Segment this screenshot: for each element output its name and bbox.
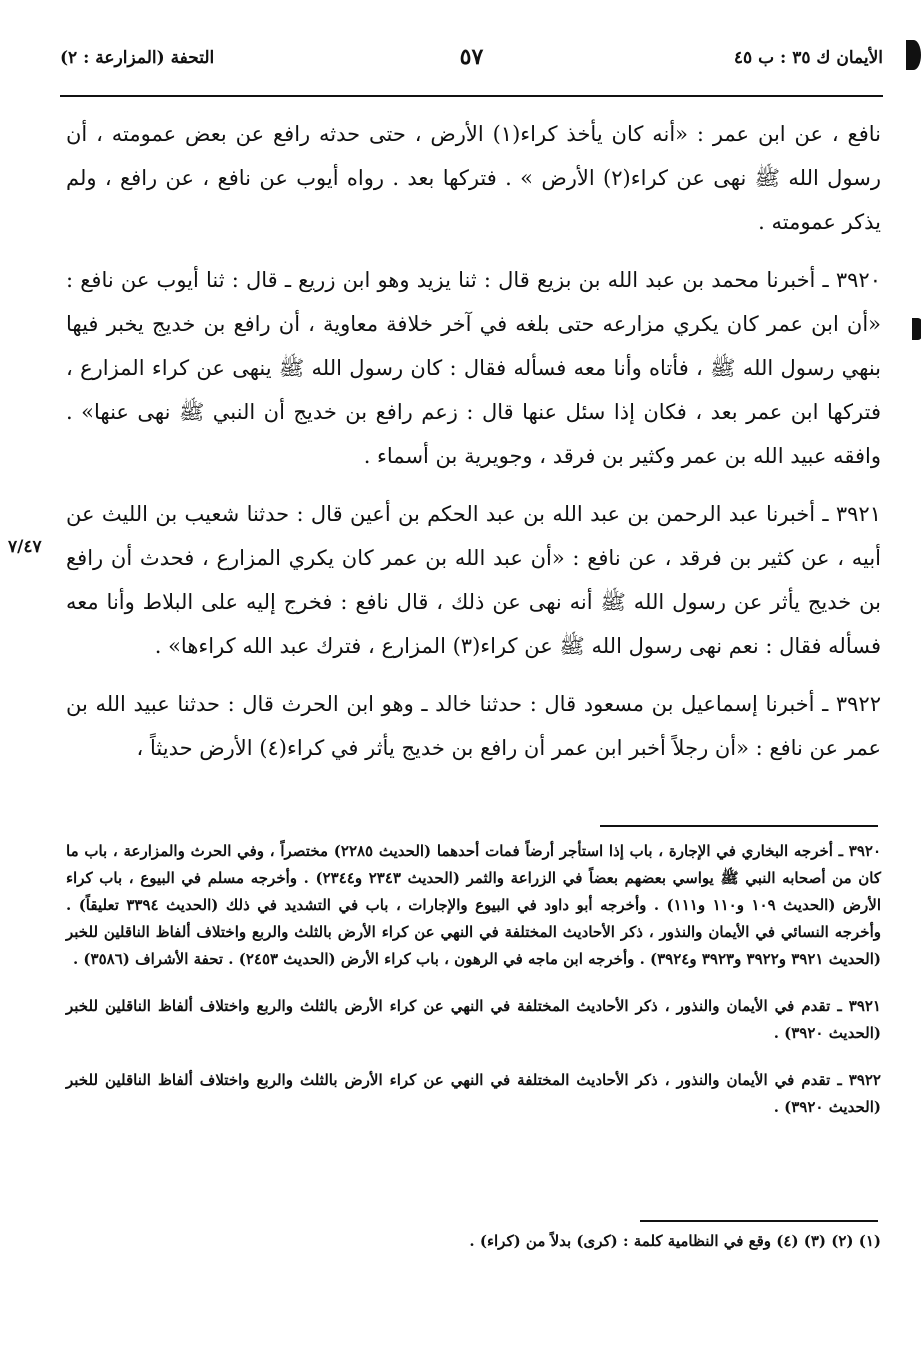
hadith-3922: ٣٩٢٢ ـ أخبرنا إسماعيل بن مسعود قال : حدثنا خالد ـ وهو ابن الحرث قال : حدثنا عبيد الله بن عمر عن نافع : «أن رجلاً أخبر ابن عمر أن رافع بن خديج يأثر في كراء(٤) الأرض حديثاً ، (66, 692, 881, 760)
margin-mark (912, 318, 921, 340)
note-3922: ٣٩٢٢ ـ تقدم في الأيمان والنذور ، ذكر الأحاديث المختلفة في النهي عن كراء الأرض بالثلث والربع واختلاف ألفاظ الناقلين للخبر (الحديث ٣٩٢٠) . (66, 1071, 881, 1116)
note-3920: ٣٩٢٠ ـ أخرجه البخاري في الإجارة ، باب إذا استأجر أرضاً فمات أحدهما (الحديث ٢٢٨٥) مختصراً ، وفي الحرث والمزارعة ، باب ما كان من أصحابه النبي ﷺ يواسي بعضهم بعضاً في الزراعة والثمر (الحديث ٢٣٤٣ و٢٣٤٤) . وأخرجه مسلم في البيوع ، باب كراء الأرض (الحديث ١٠٩ و١١٠ و١١١) . وأخرجه أبو داود في البيوع والإجارات ، باب في التشديد في ذلك (الحديث ٣٣٩٤ تعليقاً) . وأخرجه النسائي في الأيمان والنذور ، ذكر الأحاديث المختلفة في النهي عن كراء الأرض بالثلث والربع واختلاف ألفاظ الناقلين للخبر (الحديث ٣٩٢١ و٣٩٢٢ و٣٩٢٣ و٣٩٢٤) . وأخرجه ابن ماجه في الرهون ، باب كراء الأرض (الحديث ٢٤٥٣) . تحفة الأشراف (٣٥٨٦) . (66, 842, 882, 968)
main-text (66, 112, 881, 784)
tuhfa-reference: التحفة (المزارعة : ٢) (60, 48, 215, 68)
margin-reference: ٧/٤٧ (8, 537, 42, 557)
takhrij-notes (66, 838, 881, 1141)
hadith-paragraph: نافع ، عن ابن عمر : «أنه كان يأخذ كراء(١) الأرض ، حتى حدثه رافع عن بعض عمومته ، أن رسول الله ﷺ نهى عن كراء(٢) الأرض » . فتركها بعد . رواه أيوب عن نافع ، عن رافع ، ولم يذكر عمومته . (66, 122, 882, 234)
footnote-rule (640, 1220, 878, 1222)
page-number: ٥٧ (459, 44, 484, 70)
variant-footnote: (١) (٢) (٣) (٤) وقع في النظامية كلمة : (كرى) بدلاً من (كراء) . (469, 1232, 881, 1250)
margin-mark (906, 40, 921, 70)
note-3921: ٣٩٢١ ـ تقدم في الأيمان والنذور ، ذكر الأحاديث المختلفة في النهي عن كراء الأرض بالثلث والربع واختلاف ألفاظ الناقلين للخبر (الحديث ٣٩٢٠) . (66, 997, 881, 1042)
hadith-3920: ٣٩٢٠ ـ أخبرنا محمد بن عبد الله بن بزيع قال : ثنا يزيد وهو ابن زريع ـ قال : ثنا أيوب عن نافع : «أن ابن عمر كان يكري مزارعه حتى بلغه في آخر خلافة معاوية ، أن رافع بن خديج يخبر فيها بنهي رسول الله ﷺ ، فأتاه وأنا معه فسأله فقال : كان رسول الله ﷺ ينهى عن كراء المزارع ، فتركها ابن عمر بعد ، فكان إذا سئل عنها قال : زعم رافع بن خديج أن النبي ﷺ نهى عنها» . وافقه عبيد الله بن عمر وكثير بن فرقد ، وجويرية بن أسماء . (66, 268, 881, 468)
chapter-reference: الأيمان ك ٣٥ : ب ٤٥ (733, 48, 883, 68)
notes-rule (600, 825, 878, 827)
page-header (60, 44, 883, 88)
hadith-3921: ٣٩٢١ ـ أخبرنا عبد الرحمن بن عبد الله بن عبد الحكم بن أعين قال : حدثنا شعيب بن الليث عن أبيه ، عن كثير بن فرقد ، عن نافع : «أن عبد الله بن عمر كان يكري المزارع ، فحدث أن رافع بن خديج يأثر عن رسول الله ﷺ أنه نهى عن ذلك ، قال نافع : فخرج إليه على البلاط وأنا معه فسأله فقال : نعم نهى رسول الله ﷺ عن كراء(٣) المزارع ، فترك عبد الله كراءها» . (66, 502, 882, 658)
header-rule (60, 95, 883, 97)
